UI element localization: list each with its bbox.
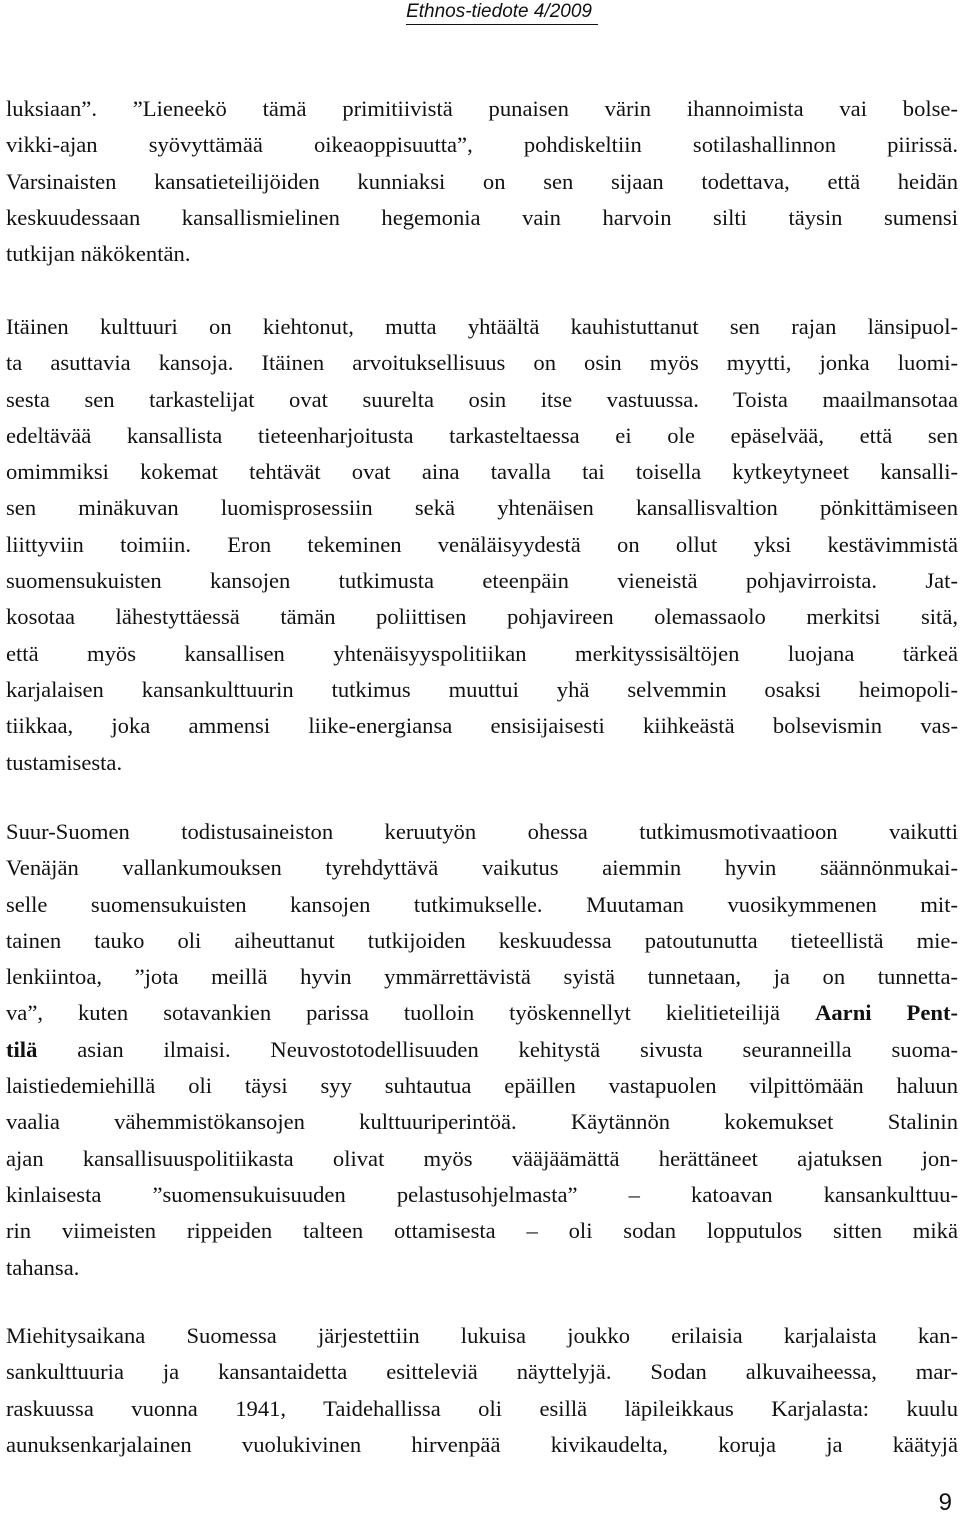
text-line: ajan kansallisuuspolitiikasta olivat myös vääjäämättä herättäneet ajatuksen jon-	[6, 1145, 958, 1171]
running-header: Ethnos-tiedote 4/2009	[406, 0, 598, 25]
text-line: selle suomensukuisten kansojen tutkimukselle. Muutaman vuosikymmenen mit-	[6, 891, 958, 917]
text-line: kosotaa lähestyttäessä tämän poliittisen pohjavireen olemassaolo merkitsi sitä,	[6, 604, 958, 630]
text-line: keskuudessaan kansallismielinen hegemonia vain harvoin silti täysin sumensi	[6, 204, 958, 230]
text-line: edeltävää kansallista tieteenharjoitusta tarkasteltaessa ei ole epäselvää, että sen	[6, 422, 958, 448]
text-line: omimmiksi kokemat tehtävät ovat aina tavalla tai toisella kytkeytyneet kansalli-	[6, 459, 958, 485]
text-line: ta asuttavia kansoja. Itäinen arvoituksellisuus on osin myös myytti, jonka luomi-	[6, 350, 958, 376]
paragraph-2	[6, 309, 958, 781]
paragraph-3	[6, 814, 958, 1286]
text-line: että myös kansallisen yhtenäisyyspolitiikan merkityssisältöjen luojana tärkeä	[6, 640, 958, 666]
text-line: tahansa.	[6, 1254, 80, 1280]
text-line: rin viimeisten rippeiden talteen ottamisesta – oli sodan lopputulos sitten mikä	[6, 1218, 958, 1244]
text-line: sen minäkuvan luomisprosessiin sekä yhtenäisen kansallisvaltion pönkittämiseen	[6, 495, 958, 521]
text-line: Suur-Suomen todistusaineiston keruutyön ohessa tutkimusmotivaatioon vaikutti	[6, 819, 958, 844]
text-line: liittyviin toimiin. Eron tekeminen venäläisyydestä on ollut yksi kestävimmistä	[6, 531, 958, 557]
text-line: vaalia vähemmistökansojen kulttuuriperintöä. Käytännön kokemukset Stalinin	[6, 1109, 958, 1135]
text-line: tainen tauko oli aiheuttanut tutkijoiden keskuudessa patoutunutta tieteellistä mie-	[6, 927, 958, 953]
page-number: 9	[938, 1489, 952, 1516]
paragraph-4	[6, 1318, 958, 1463]
text-line: tustamisesta.	[6, 749, 123, 775]
text-line: tiikkaa, joka ammensi liike-energiansa ensisijaisesti kiihkeästä bolsevismin vas-	[6, 713, 958, 739]
bold-person-name: tilä	[6, 1036, 38, 1062]
text-line: Venäjän vallankumouksen tyrehdyttävä vaikutus aiemmin hyvin säännönmukai-	[6, 855, 958, 881]
text-line: Varsinaisten kansatieteilijöiden kunniaksi on sen sijaan todettava, että heidän	[6, 168, 958, 194]
text-line: suomensukuisten kansojen tutkimusta eteenpäin vieneistä pohjavirroista. Jat-	[6, 568, 958, 594]
text-line: tilä asian ilmaisi. Neuvostotodellisuuden kehitystä sivusta seuranneilla suoma-	[6, 1036, 958, 1062]
text-line: luksiaan”. ”Lieneekö tämä primitiivistä punaisen värin ihannoimista vai bolse-	[6, 96, 958, 121]
text-line: raskuussa vuonna 1941, Taidehallissa oli esillä läpileikkaus Karjalasta: kuulu	[6, 1395, 958, 1421]
text-line: sankulttuuria ja kansantaidetta esitteleviä näyttelyjä. Sodan alkuvaiheessa, mar-	[6, 1359, 958, 1385]
bold-person-name: Aarni Pent-	[815, 1000, 958, 1026]
text-line: laistiedemiehillä oli täysi syy suhtautua epäillen vastapuolen vilpittömään haluun	[6, 1073, 958, 1099]
text-line: vikki-ajan syövyttämää oikeaoppisuutta”, pohdiskeltiin sotilashallinnon piirissä.	[6, 132, 958, 158]
text-line: aunuksenkarjalainen vuolukivinen hirvenpää kivikaudelta, koruja ja käätyjä	[6, 1431, 958, 1457]
text-line: lenkiintoa, ”jota meillä hyvin ymmärrettävistä syistä tunnetaan, ja on tunnetta-	[6, 964, 958, 990]
text-line: Itäinen kulttuuri on kiehtonut, mutta yhtäältä kauhistuttanut sen rajan länsipuol-	[6, 314, 958, 339]
text-line: Miehitysaikana Suomessa järjestettiin lukuisa joukko erilaisia karjalaista kan-	[6, 1323, 958, 1348]
paragraph-1	[6, 91, 958, 272]
text-line: tutkijan näkökentän.	[6, 241, 191, 267]
text-line: karjalaisen kansankulttuurin tutkimus muuttui yhä selvemmin osaksi heimopoli-	[6, 676, 958, 702]
text-line: sesta sen tarkastelijat ovat suurelta osin itse vastuussa. Toista maailmansotaa	[6, 386, 958, 412]
text-line: va”, kuten sotavankien parissa tuolloin työskennellyt kielitieteilijä Aarni Pent-	[6, 1000, 958, 1026]
text-line: kinlaisesta ”suomensukuisuuden pelastusohjelmasta” – katoavan kansankulttuu-	[6, 1181, 958, 1207]
